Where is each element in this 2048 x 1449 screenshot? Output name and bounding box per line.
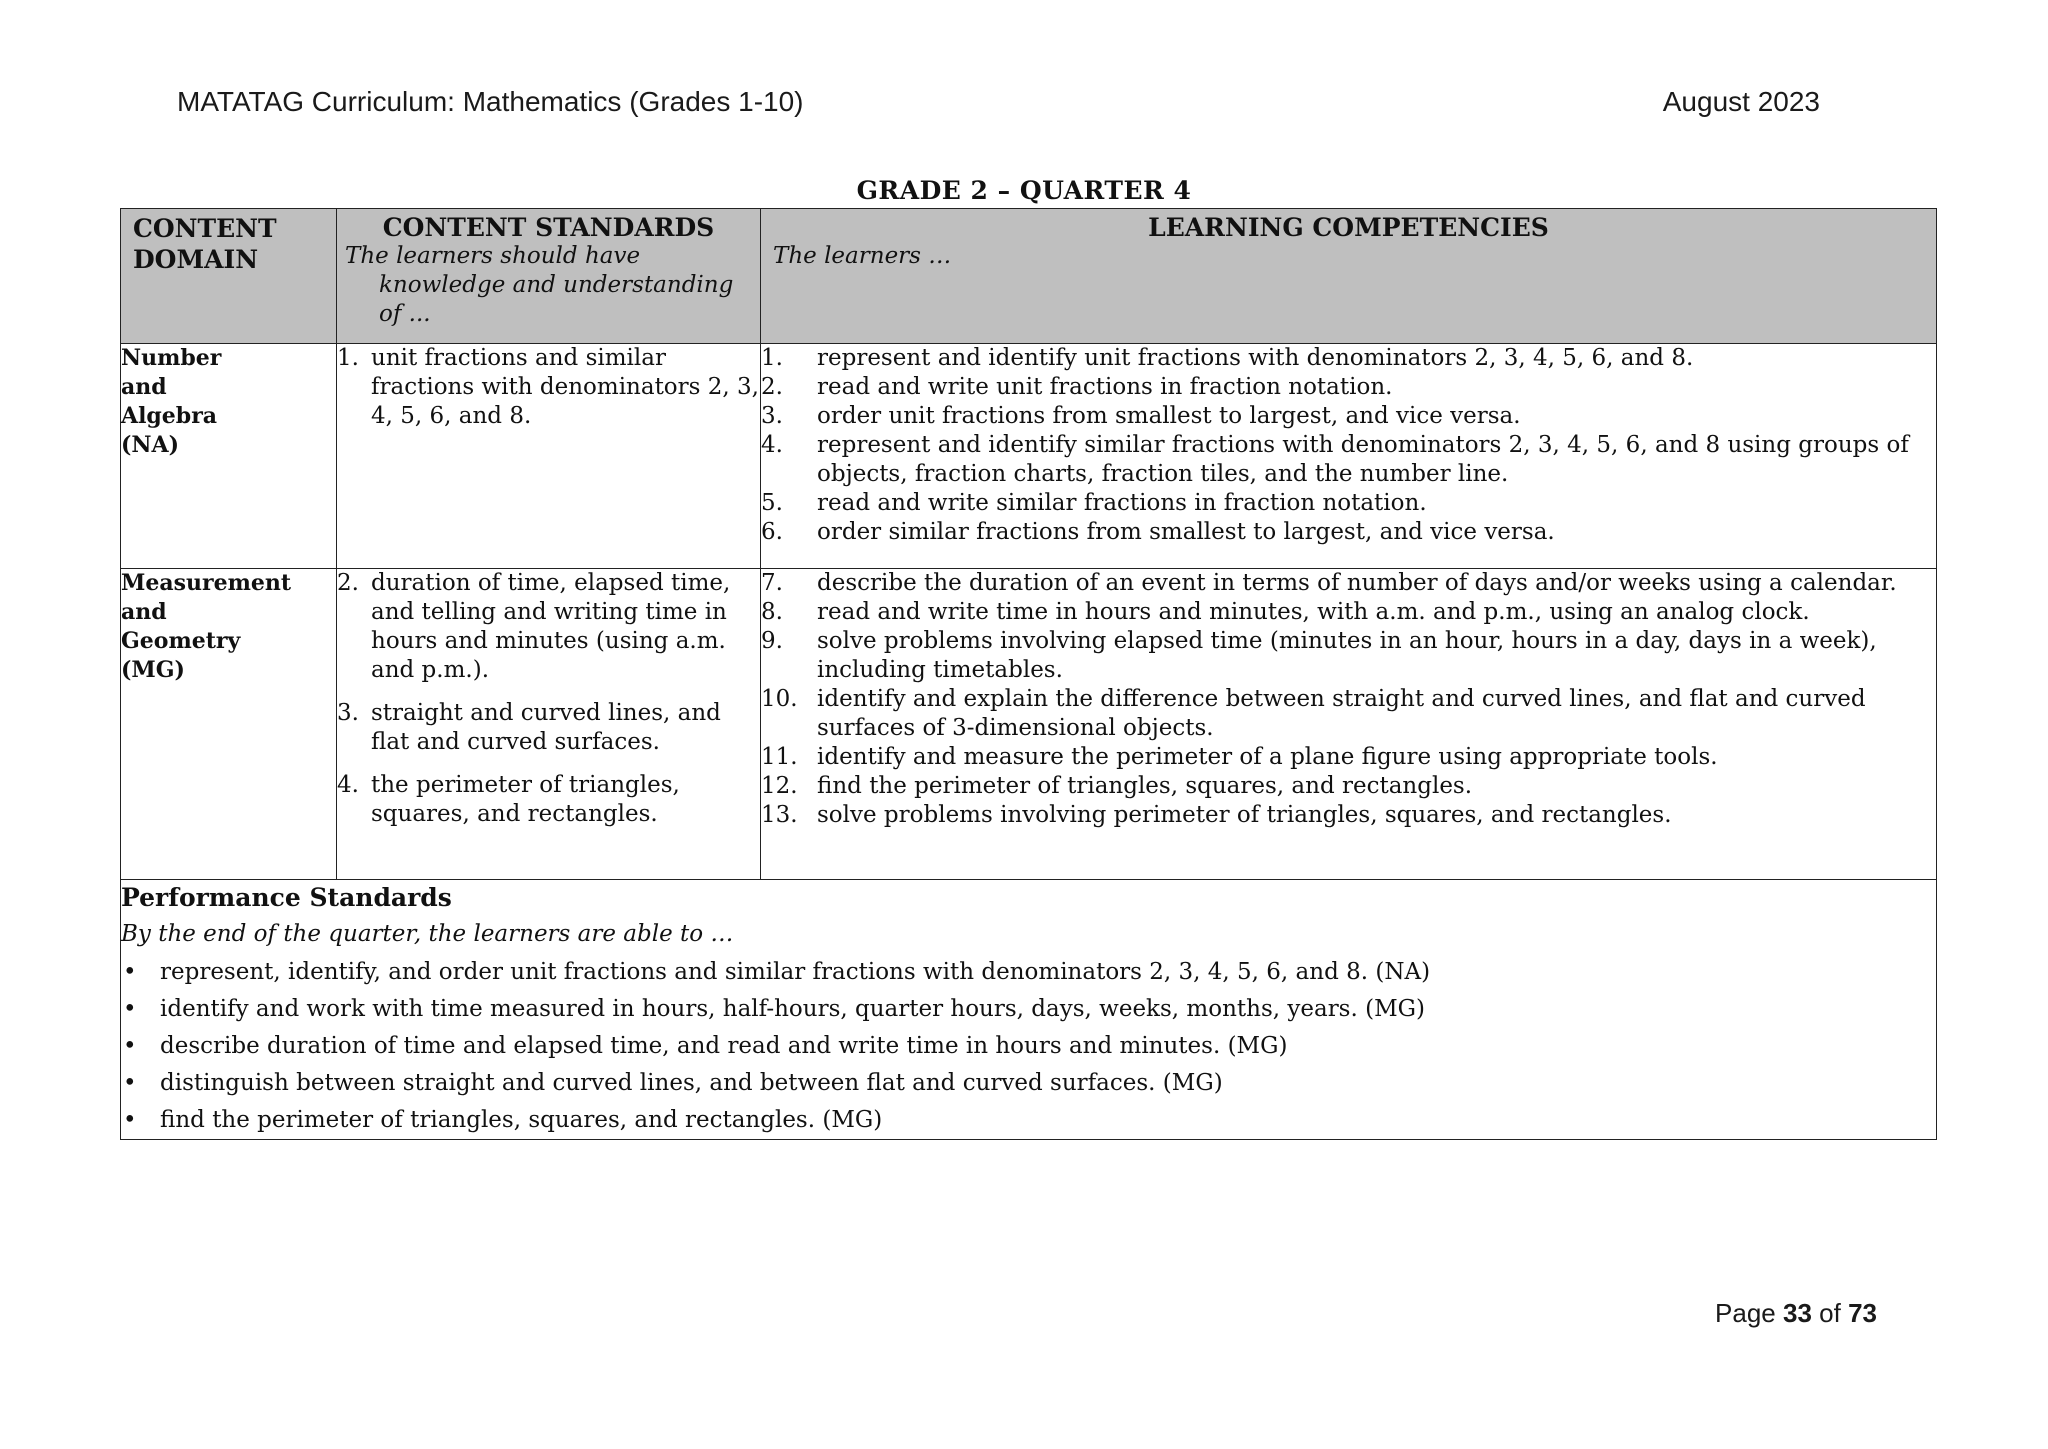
domain-line: and bbox=[121, 374, 167, 400]
content-standard-item: 1. unit fractions and similar fractions with denominators 2, 3, 4, 5, 6, and 8. bbox=[337, 345, 759, 429]
performance-bullet: • distinguish between straight and curved lines, and between flat and curved surfaces. (MG) bbox=[121, 1065, 1936, 1102]
competency-item: 9. solve problems involving elapsed time (minutes in an hour, hours in a day, days in a week), including timetables. bbox=[761, 628, 1877, 683]
table-row-measurement-geometry bbox=[121, 569, 1937, 880]
content-standard-item: 3. straight and curved lines, and flat and curved surfaces. bbox=[337, 700, 721, 755]
document-header-title: MATATAG Curriculum: Mathematics (Grades 1-10) bbox=[177, 86, 804, 117]
page-total: 73 bbox=[1848, 1298, 1877, 1328]
page-number-footer bbox=[1715, 1298, 1877, 1329]
content-standard-item: 4. the perimeter of triangles, squares, and rectangles. bbox=[337, 772, 680, 827]
domain-line: (MG) bbox=[121, 657, 185, 683]
competency-item: 5. read and write similar fractions in fraction notation. bbox=[761, 490, 1427, 516]
header-content-domain bbox=[121, 209, 337, 344]
domain-line: Measurement bbox=[121, 570, 292, 596]
content-standards-cell bbox=[337, 344, 761, 569]
domain-line: and bbox=[121, 599, 167, 625]
page-current: 33 bbox=[1783, 1298, 1812, 1328]
learning-competencies-cell bbox=[761, 344, 1937, 569]
performance-standards-cell bbox=[121, 880, 1937, 1140]
header-learning-competencies bbox=[761, 209, 1937, 344]
performance-standards-heading: Performance Standards bbox=[121, 883, 452, 912]
performance-bullet: • describe duration of time and elapsed time, and read and write time in hours and minutes. (MG) bbox=[121, 1028, 1936, 1065]
page-title: GRADE 2 – QUARTER 4 bbox=[856, 176, 1192, 205]
table-row-number-algebra bbox=[121, 344, 1937, 569]
competency-item: 8. read and write time in hours and minutes, with a.m. and p.m., using an analog clock. bbox=[761, 599, 1810, 625]
content-domain-cell bbox=[121, 569, 337, 880]
table-header-row bbox=[121, 209, 1937, 344]
content-standards-cell bbox=[337, 569, 761, 880]
content-domain-cell bbox=[121, 344, 337, 569]
header-content-domain-label: CONTENT DOMAIN bbox=[133, 214, 277, 274]
bullet-icon: • bbox=[123, 959, 137, 985]
bullet-icon: • bbox=[123, 1033, 137, 1059]
domain-line: Geometry bbox=[121, 628, 241, 654]
competency-item: 10. identify and explain the difference between straight and curved lines, and flat and curved surfaces of 3-dimensional objects. bbox=[761, 686, 1866, 741]
header-learning-competencies-label: LEARNING COMPETENCIES bbox=[1148, 213, 1549, 242]
performance-bullet: • represent, identify, and order unit fractions and similar fractions with denominators 2, 3, 4, 5, 6, and 8. (NA) bbox=[121, 954, 1936, 991]
domain-line: (NA) bbox=[121, 432, 179, 458]
performance-bullet: • identify and work with time measured in hours, half-hours, quarter hours, days, weeks, months, years. (MG) bbox=[121, 991, 1936, 1028]
document-header-date: August 2023 bbox=[1662, 86, 1820, 117]
bullet-icon: • bbox=[123, 996, 137, 1022]
bullet-icon: • bbox=[123, 1070, 137, 1096]
page-of-label: of bbox=[1819, 1298, 1841, 1328]
domain-line: Number bbox=[121, 345, 222, 371]
page-label: Page bbox=[1715, 1298, 1776, 1328]
curriculum-table bbox=[120, 208, 1937, 1140]
competency-item: 13. solve problems involving perimeter of triangles, squares, and rectangles. bbox=[761, 802, 1672, 828]
header-content-standards-sub: The learners should have knowledge and understanding of ... bbox=[345, 243, 734, 327]
content-standard-item: 2. duration of time, elapsed time, and telling and writing time in hours and minutes (using a.m. and p.m.). bbox=[337, 570, 731, 683]
performance-bullet: • find the perimeter of triangles, squares, and rectangles. (MG) bbox=[121, 1102, 1936, 1139]
learning-competencies-cell bbox=[761, 569, 1937, 880]
competency-item: 3. order unit fractions from smallest to largest, and vice versa. bbox=[761, 403, 1521, 429]
competency-item: 4. represent and identify similar fractions with denominators 2, 3, 4, 5, 6, and 8 using groups of objects, fraction charts, fraction tiles, and the number line. bbox=[761, 432, 1909, 487]
competency-item: 6. order similar fractions from smallest to largest, and vice versa. bbox=[761, 519, 1555, 545]
table-row-performance-standards bbox=[121, 880, 1937, 1140]
performance-standards-intro: By the end of the quarter, the learners are able to … bbox=[121, 921, 734, 947]
competency-item: 2. read and write unit fractions in fraction notation. bbox=[761, 374, 1393, 400]
header-learning-competencies-sub: The learners … bbox=[773, 243, 952, 269]
competency-item: 12. find the perimeter of triangles, squares, and rectangles. bbox=[761, 773, 1473, 799]
competency-item: 11. identify and measure the perimeter of a plane figure using appropriate tools. bbox=[761, 744, 1718, 770]
domain-line: Algebra bbox=[121, 403, 218, 429]
header-content-standards bbox=[337, 209, 761, 344]
bullet-icon: • bbox=[123, 1107, 137, 1133]
competency-item: 1. represent and identify unit fractions with denominators 2, 3, 4, 5, 6, and 8. bbox=[761, 345, 1694, 371]
header-content-standards-label: CONTENT STANDARDS bbox=[382, 213, 715, 242]
competency-item: 7. describe the duration of an event in terms of number of days and/or weeks using a calendar. bbox=[761, 570, 1897, 596]
